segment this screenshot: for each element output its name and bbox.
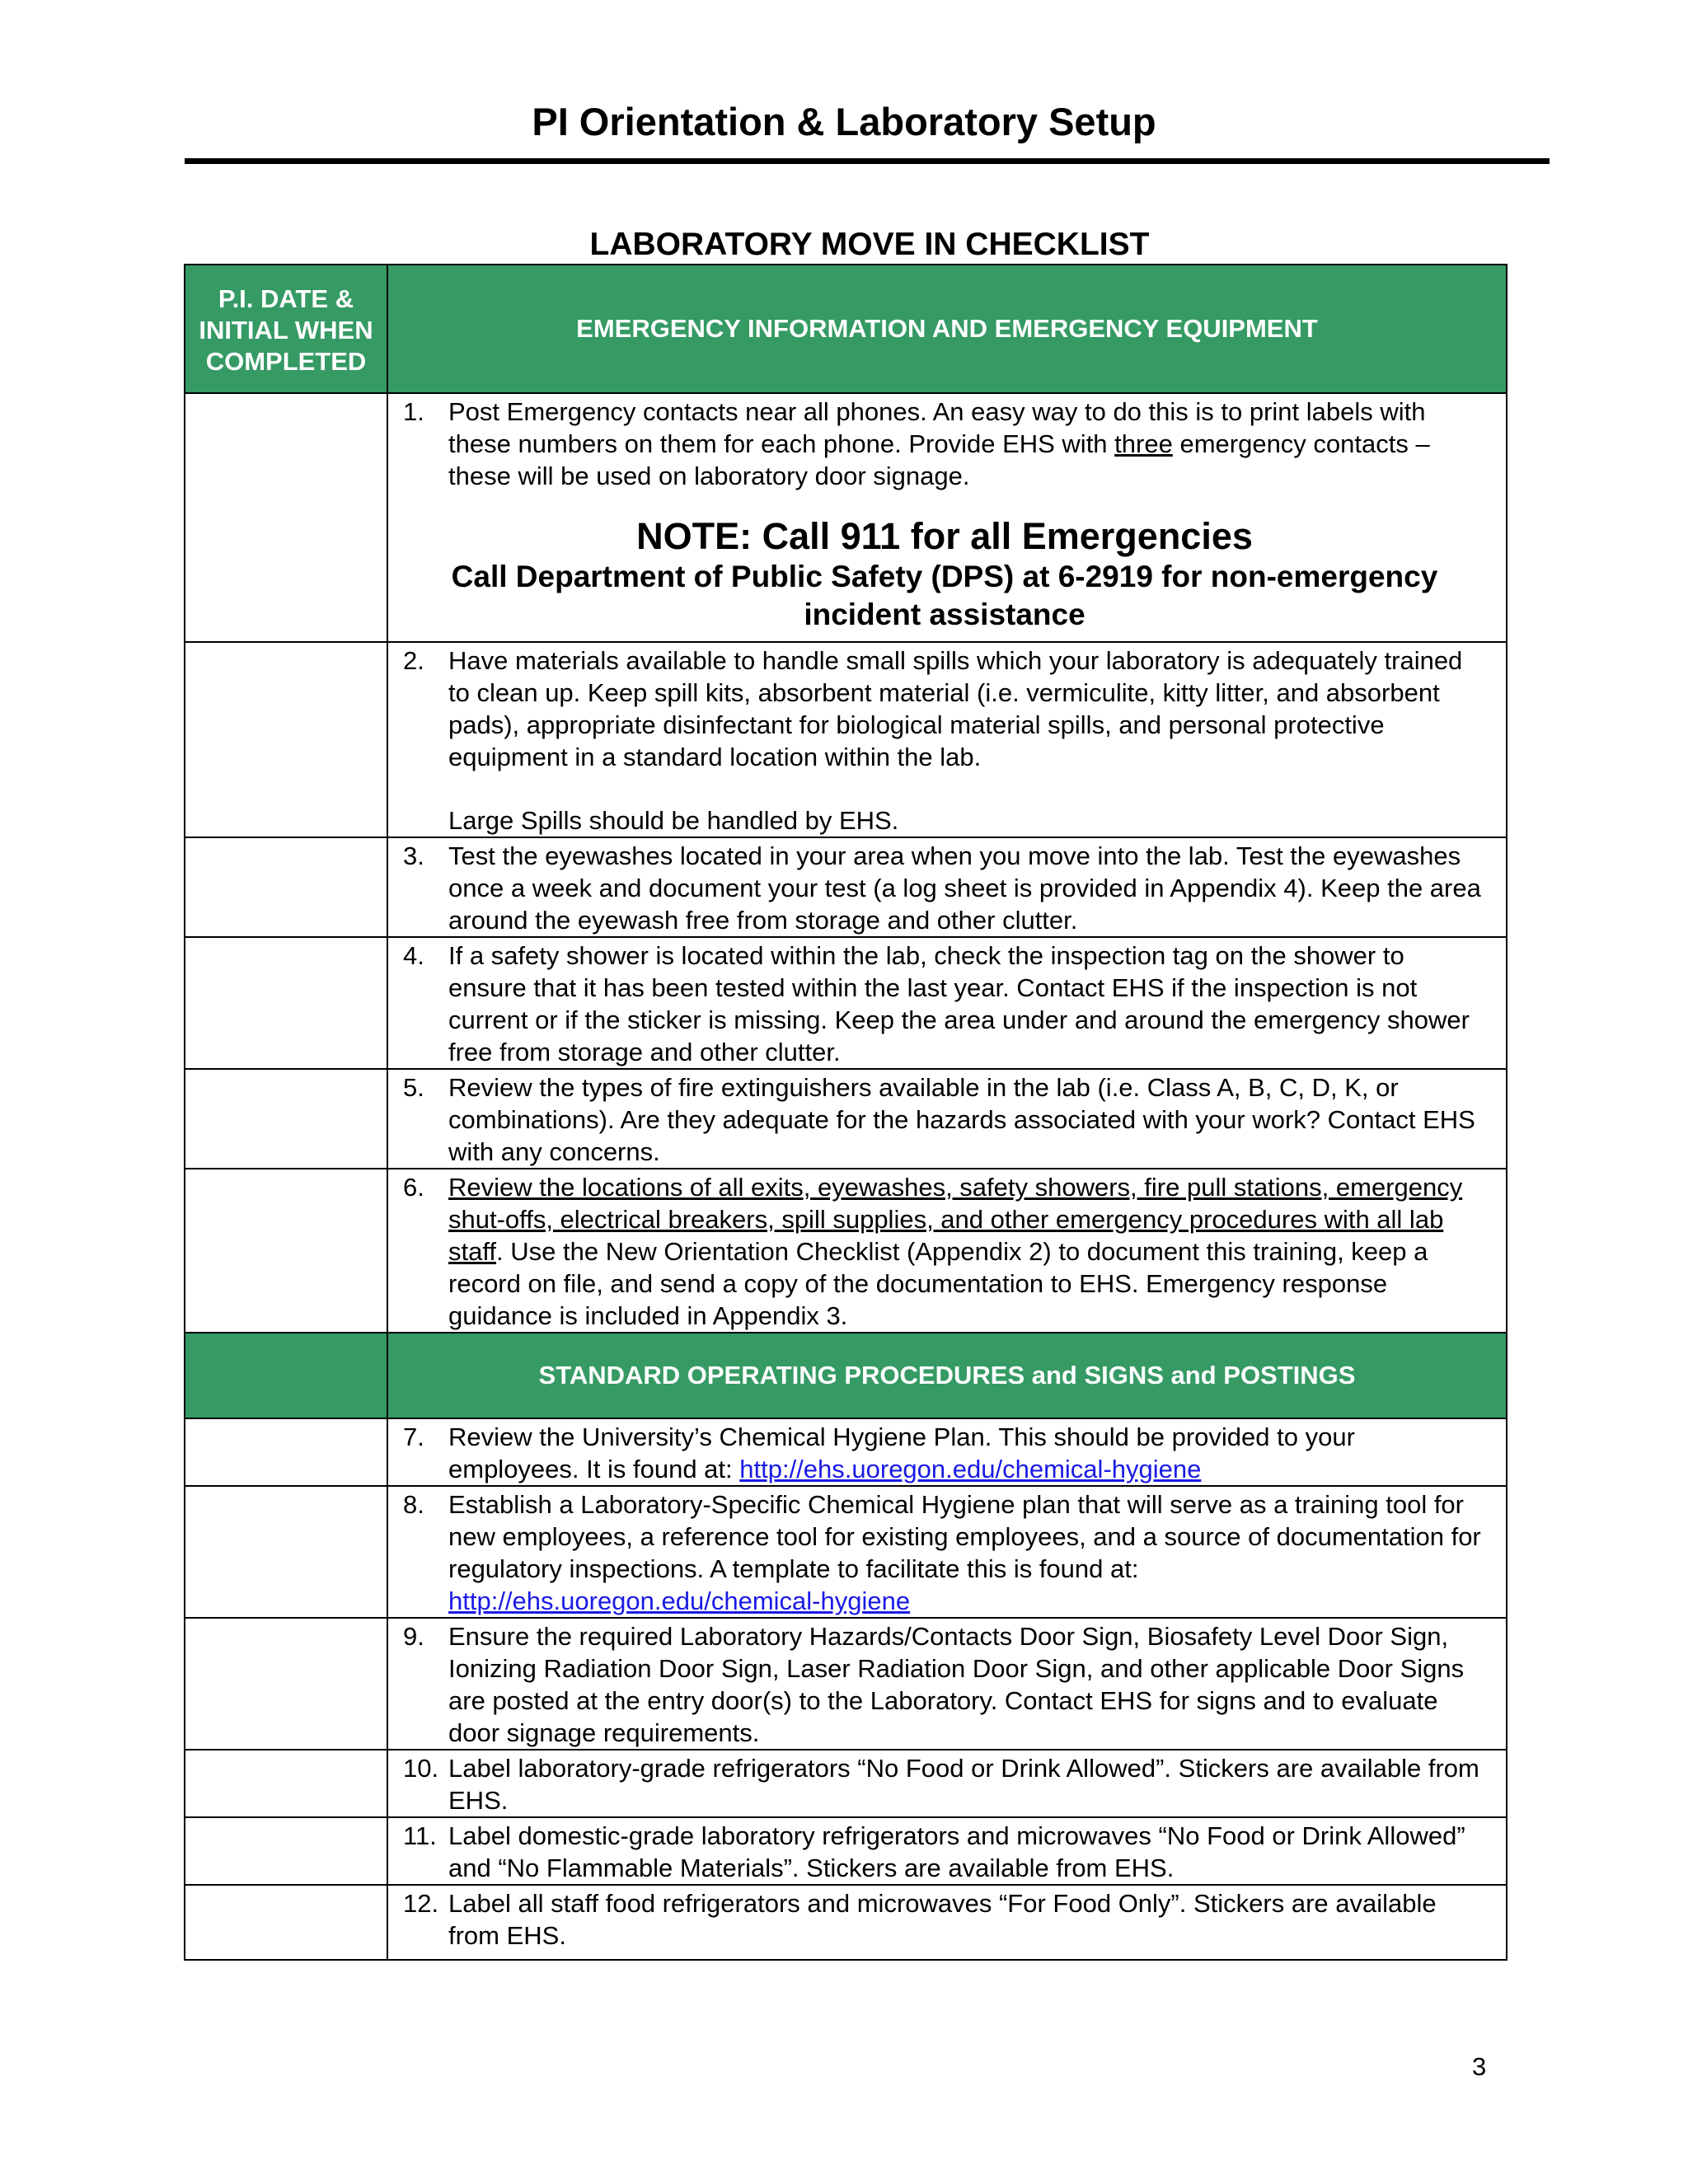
header-rule bbox=[185, 158, 1550, 164]
item-text: Ensure the required Laboratory Hazards/Contacts Door Sign, Biosafety Level Door Sign, Ionizing Radiation Door Sign, Laser Radiation Door Sign, and other applicable Door Signs are posted at the entry door(s) to the Laboratory. Contact EHS for signs and to evaluate door signage requirements. bbox=[448, 1622, 1465, 1747]
checklist-item-8 bbox=[387, 1486, 1507, 1618]
item-text: Review the types of fire extinguishers available in the lab (i.e. Class A, B, C, D, K, or combinations). Are they adequate for the hazards associated with your work? Contact EHS with any concerns. bbox=[448, 1073, 1475, 1166]
checklist-title: LABORATORY MOVE IN CHECKLIST bbox=[589, 227, 1150, 262]
item-text: Review the University’s Chemical Hygiene Plan. This should be provided to your employees. It is found at: http://ehs.uoregon.edu/chemical-hygiene bbox=[448, 1422, 1355, 1483]
table-header-row bbox=[185, 1333, 1507, 1418]
page-title: PI Orientation & Laboratory Setup bbox=[532, 100, 1156, 143]
item-text: Label all staff food refrigerators and microwaves “For Food Only”. Stickers are available from EHS. bbox=[448, 1889, 1437, 1950]
table-row bbox=[185, 837, 1507, 937]
item-number: 2. bbox=[403, 646, 424, 675]
table-row bbox=[185, 1418, 1507, 1486]
table-row bbox=[185, 1750, 1507, 1817]
checklist-item-1 bbox=[387, 393, 1507, 642]
table-row bbox=[185, 937, 1507, 1069]
pi-initial-cell[interactable] bbox=[185, 937, 387, 1069]
item-text: Post Emergency contacts near all phones. An easy way to do this is to print labels with these numbers on them for each phone. Provide EHS with three emergency contacts – these will be used on laboratory door signage. bbox=[448, 397, 1430, 490]
section-header-sop: STANDARD OPERATING PROCEDURES and SIGNS and POSTINGS bbox=[387, 1333, 1507, 1418]
checklist-item-9 bbox=[387, 1618, 1507, 1750]
item-text: Large Spills should be handled by EHS. bbox=[448, 806, 899, 835]
pi-date-column-header: P.I. DATE & INITIAL WHEN COMPLETED bbox=[185, 265, 387, 393]
page-number: 3 bbox=[1472, 2052, 1487, 2081]
item-number: 4. bbox=[403, 941, 424, 970]
section-header-blank bbox=[185, 1333, 387, 1418]
item-text: Establish a Laboratory-Specific Chemical Hygiene plan that will serve as a training tool for new employees, a reference tool for existing employees, and a source of documentation for regulatory inspections. A template to facilitate this is found at: http://ehs.uoregon.edu/chemical-hygiene bbox=[448, 1490, 1481, 1615]
table-header-row bbox=[185, 265, 1507, 393]
item-number: 11. bbox=[403, 1821, 437, 1850]
item-text: Label laboratory-grade refrigerators “No Food or Drink Allowed”. Stickers are available from EHS. bbox=[448, 1754, 1479, 1815]
checklist-item-12 bbox=[387, 1885, 1507, 1960]
item-text: Have materials available to handle small spills which your laboratory is adequately trained to clean up. Keep spill kits, absorbent material (i.e. vermiculite, kitty litter, and absorbent pads), appropriate disinfectant for biological material spills, and personal protective equipment in a standard location within the lab. bbox=[448, 646, 1463, 771]
pi-initial-cell[interactable] bbox=[185, 1069, 387, 1169]
checklist-item-4 bbox=[387, 937, 1507, 1069]
table-row bbox=[185, 1169, 1507, 1333]
item-number: 8. bbox=[403, 1490, 424, 1519]
section-header-emergency: EMERGENCY INFORMATION AND EMERGENCY EQUIPMENT bbox=[387, 265, 1507, 393]
table-row bbox=[185, 642, 1507, 837]
pi-initial-cell[interactable] bbox=[185, 1486, 387, 1618]
checklist-item-6 bbox=[387, 1169, 1507, 1333]
pi-initial-cell[interactable] bbox=[185, 837, 387, 937]
item-number: 7. bbox=[403, 1422, 424, 1451]
item-text: Review the locations of all exits, eyewashes, safety showers, fire pull stations, emergency shut-offs, electrical breakers, spill supplies, and other emergency procedures with all lab staff. Use the New Orientation Checklist (Appendix 2) to document this training, keep a record on file, and send a copy of the documentation to EHS. Emergency response guidance is included in Appendix 3. bbox=[448, 1173, 1463, 1330]
item-text: If a safety shower is located within the lab, check the inspection tag on the shower to ensure that it has been tested within the last year. Contact EHS if the inspection is not current or if the sticker is missing. Keep the area under and around the emergency shower free from storage and other clutter. bbox=[448, 941, 1470, 1066]
item-text: Label domestic-grade laboratory refrigerators and microwaves “No Food or Drink Allowed” and “No Flammable Materials”. Stickers are available from EHS. bbox=[448, 1821, 1465, 1882]
pi-initial-cell[interactable] bbox=[185, 1885, 387, 1960]
emergency-note-subtitle: Call Department of Public Safety (DPS) at 6-2919 for non-emergency incident assistance bbox=[451, 560, 1438, 631]
checklist-item-3 bbox=[387, 837, 1507, 937]
pi-initial-cell[interactable] bbox=[185, 642, 387, 837]
item-number: 1. bbox=[403, 397, 424, 426]
pi-initial-cell[interactable] bbox=[185, 1618, 387, 1750]
item-number: 12. bbox=[403, 1889, 439, 1918]
item-number: 5. bbox=[403, 1073, 424, 1102]
table-row bbox=[185, 1618, 1507, 1750]
checklist-item-5 bbox=[387, 1069, 1507, 1169]
table-row bbox=[185, 1069, 1507, 1169]
checklist-item-7 bbox=[387, 1418, 1507, 1486]
table-row bbox=[185, 1885, 1507, 1960]
item-number: 10. bbox=[403, 1754, 439, 1783]
item-number: 3. bbox=[403, 841, 424, 870]
item-text: Test the eyewashes located in your area when you move into the lab. Test the eyewashes once a week and document your test (a log sheet is provided in Appendix 4). Keep the area around the eyewash free from storage and other clutter. bbox=[448, 841, 1481, 935]
pi-initial-cell[interactable] bbox=[185, 1418, 387, 1486]
pi-initial-cell[interactable] bbox=[185, 1750, 387, 1817]
emergency-note-title: NOTE: Call 911 for all Emergencies bbox=[636, 515, 1253, 557]
checklist-item-2 bbox=[387, 642, 1507, 837]
pi-initial-cell[interactable] bbox=[185, 393, 387, 642]
table-row bbox=[185, 1486, 1507, 1618]
chemical-hygiene-link[interactable]: http://ehs.uoregon.edu/chemical-hygiene bbox=[739, 1455, 1202, 1483]
checklist-item-11 bbox=[387, 1817, 1507, 1885]
checklist-item-10 bbox=[387, 1750, 1507, 1817]
chemical-hygiene-link[interactable]: http://ehs.uoregon.edu/chemical-hygiene bbox=[448, 1586, 911, 1615]
item-number: 9. bbox=[403, 1622, 424, 1651]
item-number: 6. bbox=[403, 1173, 424, 1202]
table-row bbox=[185, 1817, 1507, 1885]
pi-initial-cell[interactable] bbox=[185, 1817, 387, 1885]
table-row bbox=[185, 393, 1507, 642]
checklist-table bbox=[184, 264, 1507, 1961]
pi-initial-cell[interactable] bbox=[185, 1169, 387, 1333]
